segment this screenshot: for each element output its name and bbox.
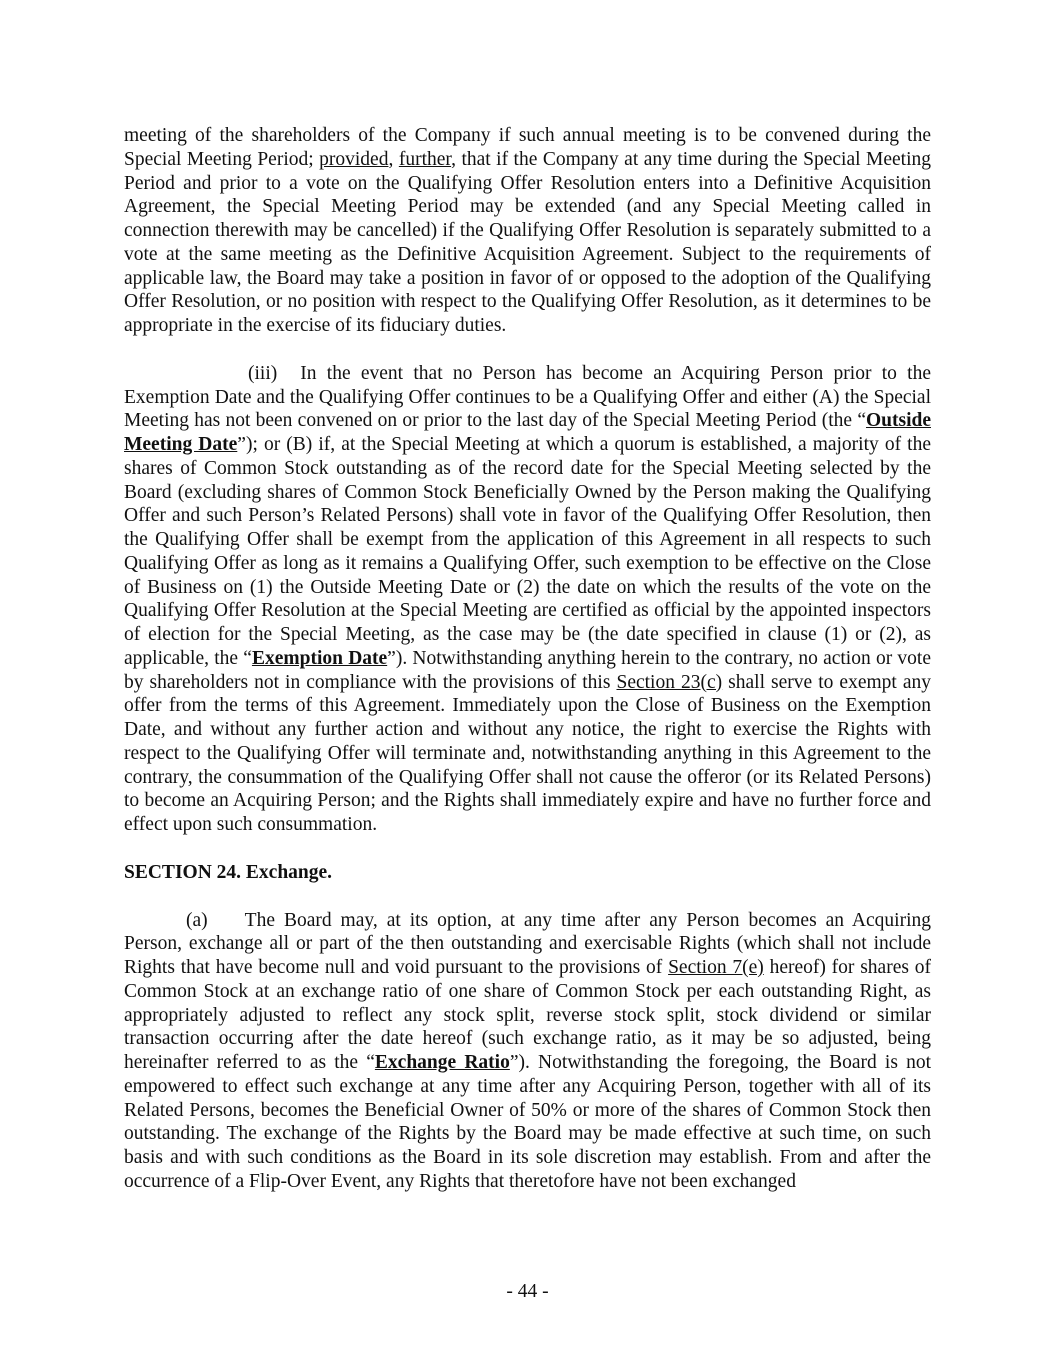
page-number: - 44 -: [506, 1281, 549, 1302]
clause-label-a: (a): [186, 909, 208, 931]
underlined-further: further: [398, 148, 452, 170]
defined-term-exchange-ratio: Exchange Ratio: [374, 1052, 510, 1073]
paragraph-special-meeting-continued: meeting of the shareholders of the Company if such annual meeting is to be convened during the Special Meeting Period; provided, further, that if the Company at any time during the Special Meeting Period and prior to a vote on the Qualifying Offer Resolution enters into a Definitive Acquisition Agreement, the Special Meeting Period may be extended (and any Special Meeting called in connection therewith may be cancelled) if the Qualifying Offer Resolution is separately submitted to a vote at the same meeting as the Definitive Acquisition Agreement. Subject to the requirements of applicable law, the Board may take a position in favor of or opposed to the adoption of the Qualifying Offer Resolution, or no position with respect to the Qualifying Offer Resolution, as it determines to be appropriate in the exercise of its fiduciary duties.: [124, 125, 932, 336]
underlined-provided: provided: [319, 148, 389, 170]
section-ref-23c: Section 23(c): [616, 671, 723, 693]
defined-term-exemption-date: Exemption Date: [251, 647, 388, 669]
section-ref-7e: Section 7(e): [668, 957, 764, 978]
paragraph-iii-exemption: (iii) In the event that no Person has become an Acquiring Person prior to the Exemption Date and the Qualifying Offer continues to be a Qualifying Offer and either (A) the Special Meeting has not been convened on or prior to the last day of the Special Meeting Period (the “Outside Meeting Date”); or (B) if, at the Special Meeting at which a quorum is established, a majority of the shares of Common Stock outstanding as of the record date for the Special Meeting selected by the Board (excluding shares of Common Stock Beneficially Owned by the Person making the Qualifying Offer and such Person’s Related Persons) shall vote in favor of the Qualifying Offer Resolution, then the Qualifying Offer shall be exempt from the application of this Agreement in all respects to such Qualifying Offer as long as it remains a Qualifying Offer, such exemption to be effective on the Close of Business on (1) the Outside Meeting Date or (2) the date on which the results of the vote on the Qualifying Offer Resolution at the Special Meeting are certified as official by the appointed inspectors of election for the Special Meeting, as the case may be (the date specified in clause (1) or (2), as applicable, the “Exemption Date”). Notwithstanding anything herein to the contrary, no action or vote by shareholders not in compliance with the provisions of this Section 23(c) shall serve to exempt any offer from the terms of this Agreement. Immediately upon the Close of Business on the Exemption Date, and without any further action and without any notice, the right to exercise the Rights with respect to the Qualifying Offer will terminate and, notwithstanding anything in this Agreement to the contrary, the consummation of the Qualifying Offer shall not cause the offeror (or its Related Persons) to become an Acquiring Person; and the Rights shall immediately expire and have no further force and effect upon such consummation.: [124, 362, 931, 835]
section-24-heading: SECTION 24. Exchange.: [124, 861, 333, 883]
paragraph-a-exchange: (a) The Board may, at its option, at any time after any Person becomes an Acquiring Person, exchange all or part of the then outstanding and exercisable Rights (which shall not include Rights that have become null and void pursuant to the provisions of Section 7(e) hereof) for shares of Common Stock at an exchange ratio of one share of Common Stock per each outstanding Right, as appropriately adjusted to reflect any stock split, reverse stock split, stock dividend or similar transaction occurring after the date hereof (such exchange ratio, as it may be so adjusted, being hereinafter referred to as the “Exchange Ratio”). Notwithstanding the foregoing, the Board is not empowered to effect such exchange at any time after any Acquiring Person, together with all of its Related Persons, becomes the Beneficial Owner of 50% or more of the shares of Common Stock then outstanding. The exchange of the Rights by the Board may be made effective at such time, on such basis and with such conditions as the Board in its sole discretion may establish. From and after the occurrence of a Flip-Over Event, any Rights that theretofore have not been exchanged: [124, 909, 932, 1192]
document-page: [124, 124, 931, 1194]
clause-label-iii: (iii): [248, 362, 278, 384]
defined-term-outside-meeting-date: Outside Meeting Date: [124, 410, 931, 455]
